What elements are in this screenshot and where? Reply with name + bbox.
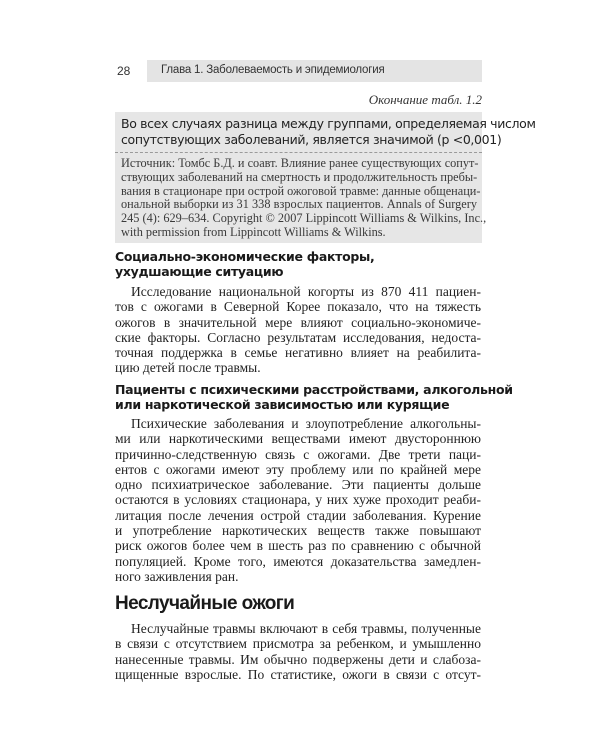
table-continuation-label: Окончание табл. 1.2 [368, 92, 482, 107]
heading-line: или наркотической зависимостью или курящие [115, 397, 450, 412]
source-line: Источник: Томбс Б.Д. и соавт. Влияние ранее существующих сопут- [121, 156, 479, 170]
text-line: ми или наркотическими веществами имеют двустороннюю [115, 431, 481, 447]
text-line: Психические заболевания и злоупотребление алкогольны- [131, 416, 481, 431]
text-line: ентов с ожогами имеют эту проблему или по крайней мере [115, 461, 481, 477]
source-line: вания в стационаре при острой ожоговой травме: данные общенаци- [121, 183, 481, 198]
text-line: точная поддержка в семье негативно влияет на реабилита- [115, 345, 481, 361]
text-line: Неслучайные травмы включают в себя травмы, полученные [131, 621, 481, 636]
text-line: причинно-следственную связь с ожогами. Две трети паци- [115, 446, 481, 462]
text-line: ожогов в значительной мере влияют социально-экономиче- [115, 314, 481, 330]
source-line: ональной выборки из 31 338 взрослых пациентов. Annals of Surgery [121, 197, 477, 212]
text-line: цию детей после травмы. [115, 360, 261, 376]
text-line: остаются в условиях стационара, у них хуже проходит реаби- [115, 492, 481, 508]
text-line: и употребление наркотических веществ также повышают [115, 523, 481, 539]
text-line: тов с ожогами в Северной Корее показало, что на тяжесть [115, 299, 481, 315]
section-heading [115, 382, 513, 412]
heading-line: ухудшающие ситуацию [115, 264, 284, 279]
table-source [121, 156, 487, 240]
text-line: риск ожогов более чем в шесть раз по сравнению с обычной [115, 538, 481, 554]
heading-line: Пациенты с психическими расстройствами, алкогольной [115, 382, 513, 397]
running-header [147, 60, 482, 82]
text-line: щищенные взрослые. По статистике, ожоги в связи с отсут- [115, 666, 481, 682]
source-line: 245 (4): 629–634. Copyright © 2007 Lippincott Williams & Wilkins, Inc., [121, 211, 487, 226]
text-line: нанесенные травмы. Им обычно подвержены дети и слабоза- [115, 651, 481, 667]
source-line: with permission from Lippincott Williams & Wilkins. [121, 224, 386, 239]
table-note [121, 116, 536, 148]
text-line: Исследование национальной когорты из 870 411 пациен- [131, 284, 481, 299]
paragraph [115, 284, 481, 376]
page-number: 28 [117, 64, 131, 78]
note-line: Во всех случаях разница между группами, определяемая числом [121, 116, 536, 131]
text-line: ские факторы. Согласно результатам исследования, недоста- [115, 329, 481, 345]
chapter-title: Глава 1. Заболеваемость и эпидемиология [161, 64, 385, 76]
text-line: популяцией. Кроме того, имеются доказательства замедлен- [115, 553, 481, 569]
divider [115, 152, 482, 153]
table-footer [115, 112, 536, 243]
source-line: ствующих заболеваний на смертность и продолжительность пребы- [121, 169, 478, 184]
text-line: в связи с отсутствием присмотра за ребенком, и умышленно [115, 636, 481, 652]
heading-line: Социально-экономические факторы, [115, 249, 375, 264]
text-line: ного заживления ран. [115, 568, 239, 584]
note-line: сопутствующих заболеваний, является значимой (p <0,001) [121, 132, 502, 147]
section-title: Неслучайные ожоги [115, 593, 295, 614]
text-line: литация после лечения острой стадии заболевания. Курение [115, 507, 481, 523]
section-heading [115, 249, 374, 279]
paragraph [115, 621, 481, 682]
paragraph [115, 416, 481, 584]
text-line: одно психиатрическое заболевание. Эти пациенты дольше [115, 477, 481, 493]
